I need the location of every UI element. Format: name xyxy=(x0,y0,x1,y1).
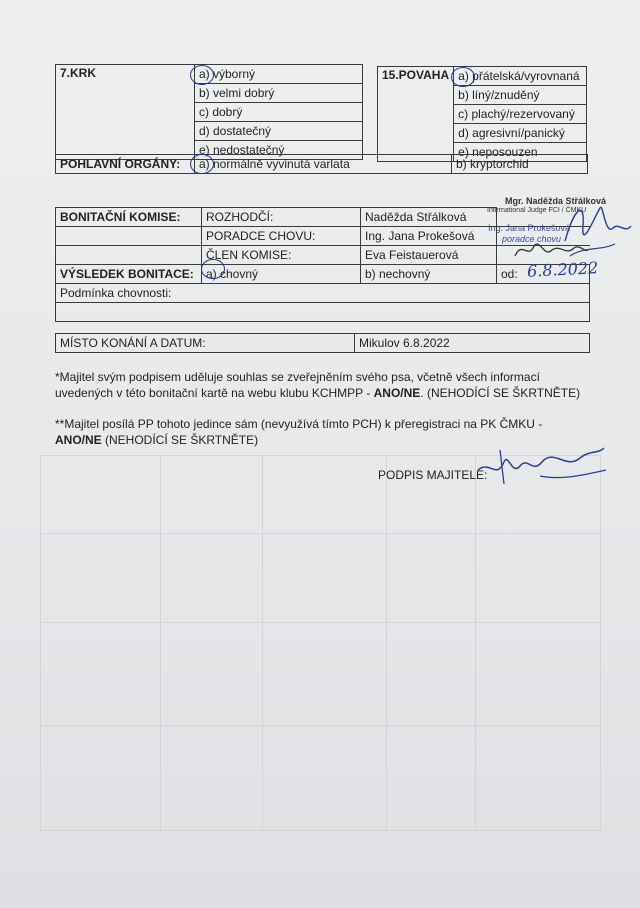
misto-label: MÍSTO KONÁNÍ A DATUM: xyxy=(56,334,355,353)
stamp-poradce-title: poradce chovu xyxy=(502,234,562,244)
krk-option-e[interactable]: e) nedostatečný xyxy=(195,141,363,160)
poradce-value: Ing. Jana Prokešová xyxy=(361,227,497,246)
circle-vysledek-a xyxy=(201,259,225,279)
consent-1-tail: . (NEHODÍCÍ SE ŠKRTNĚTE) xyxy=(420,386,581,400)
circle-povaha-a xyxy=(451,67,475,87)
krk-option-d[interactable]: d) dostatečný xyxy=(195,122,363,141)
podminka-label[interactable]: Podmínka chovnosti: xyxy=(56,284,590,303)
povaha-option-c[interactable]: c) plachý/rezervovaný xyxy=(454,105,587,124)
organy-option-b[interactable]: b) kryptorchid xyxy=(452,155,588,174)
stamp-poradce-name: Ing. Jana Prokešová xyxy=(488,223,571,233)
organy-table xyxy=(55,154,588,174)
vysledek-option-a[interactable]: a) chovný xyxy=(202,265,361,284)
consent-2-text: **Majitel posílá PP tohoto jedince sám (nevyužívá tímto PCH) k přeregistraci na PK ČMKU - xyxy=(55,417,543,431)
stamp-title: International Judge FCI / ČMKU xyxy=(487,207,587,214)
krk-title: 7.KRK xyxy=(56,65,195,160)
consent-2-choice[interactable]: ANO/NE xyxy=(55,433,102,447)
krk-option-a[interactable]: a) výborný xyxy=(195,65,363,84)
poradce-signature-icon xyxy=(510,236,590,266)
povaha-title: 15.POVAHA xyxy=(378,67,454,162)
handwritten-date: 6.8.2022 xyxy=(526,258,599,281)
od-label: od: xyxy=(501,267,518,281)
misto-table xyxy=(55,333,590,353)
vysledek-label: VÝSLEDEK BONITACE: xyxy=(56,265,202,284)
rozhodci-value: Naděžda Střálková xyxy=(361,208,497,227)
owner-signature-icon xyxy=(470,440,610,490)
rozhodci-label: ROZHODČÍ: xyxy=(202,208,361,227)
komise-label: BONITAČNÍ KOMISE: xyxy=(56,208,202,227)
krk-option-c[interactable]: c) dobrý xyxy=(195,103,363,122)
misto-value: Mikulov 6.8.2022 xyxy=(355,334,590,353)
povaha-table xyxy=(377,66,587,162)
consent-1-choice[interactable]: ANO/NE xyxy=(373,386,421,400)
clen-label: ČLEN KOMISE: xyxy=(202,246,361,265)
consent-2-tail: (NEHODÍCÍ SE ŠKRTNĚTE) xyxy=(101,433,259,447)
organy-option-a[interactable]: a) normálně vyvinutá varlata xyxy=(195,155,452,174)
povaha-option-a[interactable]: a) přátelská/vyrovnaná xyxy=(454,67,587,86)
organy-label: POHLAVNÍ ORGÁNY: xyxy=(56,155,195,174)
podminka-blank-row[interactable] xyxy=(56,303,590,322)
circle-organy-a xyxy=(190,154,214,174)
stamp-name: Mgr. Naděžda Střálková xyxy=(505,196,607,206)
krk-option-b[interactable]: b) velmi dobrý xyxy=(195,84,363,103)
circle-krk-a xyxy=(190,65,214,85)
clen-value: Eva Feistauerová xyxy=(361,246,497,265)
povaha-option-b[interactable]: b) líný/znuděný xyxy=(454,86,587,105)
povaha-option-e[interactable]: e) neposouzen xyxy=(454,143,587,162)
consent-1 xyxy=(55,369,590,401)
poradce-label: PORADCE CHOVU: xyxy=(202,227,361,246)
consent-1-text: *Majitel svým podpisem uděluje souhlas se zveřejněním svého psa, včetně všech informací uvedených v této bonitační kartě na webu klubu KCHMPP - xyxy=(55,370,540,400)
povaha-option-d[interactable]: d) agresivní/panický xyxy=(454,124,587,143)
podpis-label: PODPIS MAJITELE: xyxy=(378,468,488,482)
vysledek-option-b[interactable]: b) nechovný xyxy=(361,265,497,284)
